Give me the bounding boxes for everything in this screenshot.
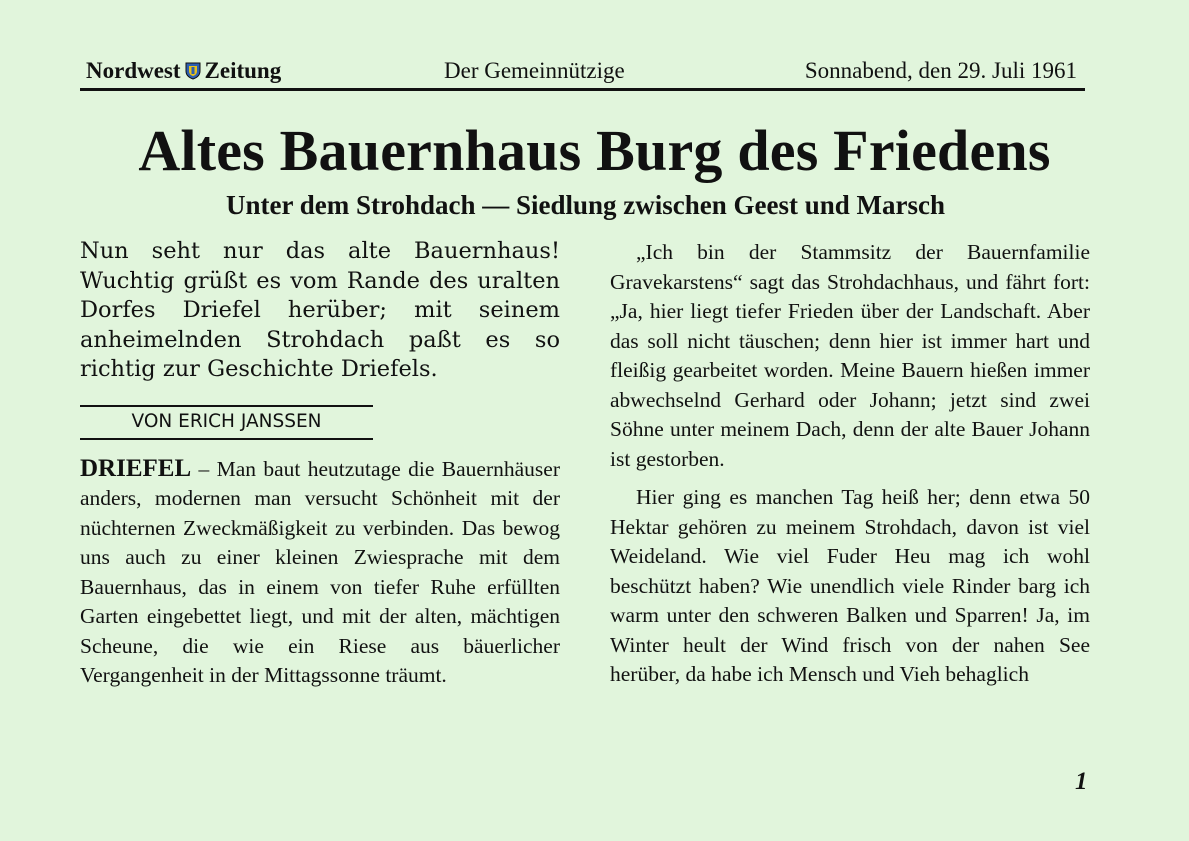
body-paragraph-right-2: Hier ging es manchen Tag heiß her; denn etwa 50 Hektar gehören zu meinem Strohdach, davon ist viel Weideland. Wie viel Fuder Heu mag ich wohl beschützt haben? Wie unendlich viele Rinder barg ich warm unter den schweren Balken und Sparren! Ja, im Winter heult der Wind frisch von der nahen See herüber, da habe ich Mensch und Vieh behaglich [610, 485, 1090, 686]
body-text-left: Man baut heutzutage die Bauernhäuser anders, modernen man versucht Schönheit mit der nüchternen Zweckmäßigkeit zu verbinden. Das bewog uns auch zu einer kleinen Zwiesprache mit dem Bauernhaus, das in einem von tiefer Ruhe erfüllten Garten eingebettet liegt, und mit der alten, mächtigen Scheune, die wie ein Riese aus bäuerlicher Vergangenheit in der Mittagssonne träumt. [80, 456, 560, 687]
newspaper-name-part-1: Nordwest [86, 58, 181, 83]
subheadline: Unter dem Strohdach — Siedlung zwischen Geest und Marsch [225, 190, 946, 220]
issue-date: Sonnabend, den 29. Juli 1961 [804, 58, 1077, 83]
newspaper-name [86, 58, 281, 86]
dateline-dash: – [191, 456, 217, 481]
newspaper-name-part-2: Zeitung [204, 58, 282, 83]
body-paragraph-right-1: „Ich bin der Stammsitz der Bauernfamilie Gravekarstens“ sagt das Strohdachhaus, und fährt fort: „Ja, hier liegt tiefer Frieden über der Landschaft. Aber das soll nicht täuschen; denn hier ist immer hart und fleißig gearbeitet worden. Meine Bauern hießen immer abwechselnd Gerhard oder Johann; jetzt sind zwei Söhne unter meinem Dach, denn der alte Bauer Johann ist gestorben. [610, 240, 1090, 471]
headline: Altes Bauernhaus Burg des Friedens [138, 118, 1051, 183]
byline: VON ERICH JANSSEN [80, 405, 373, 440]
left-column [80, 237, 560, 691]
dateline: DRIEFEL [80, 454, 192, 482]
edition-name: Der Gemeinnützige [444, 58, 625, 83]
masthead [80, 58, 1085, 91]
lead-paragraph: Nun seht nur das alte Bauernhaus! Wuchtig grüßt es vom Rande des uralten Dorfes Driefel herüber; mit seinem anheimelnden Strohdach paßt es so richtig zur Geschichte Driefels. [80, 238, 560, 382]
body-paragraph-left [80, 454, 560, 691]
page-number: 1 [1075, 768, 1088, 795]
right-column [610, 238, 1090, 690]
coat-of-arms-icon [185, 60, 201, 86]
